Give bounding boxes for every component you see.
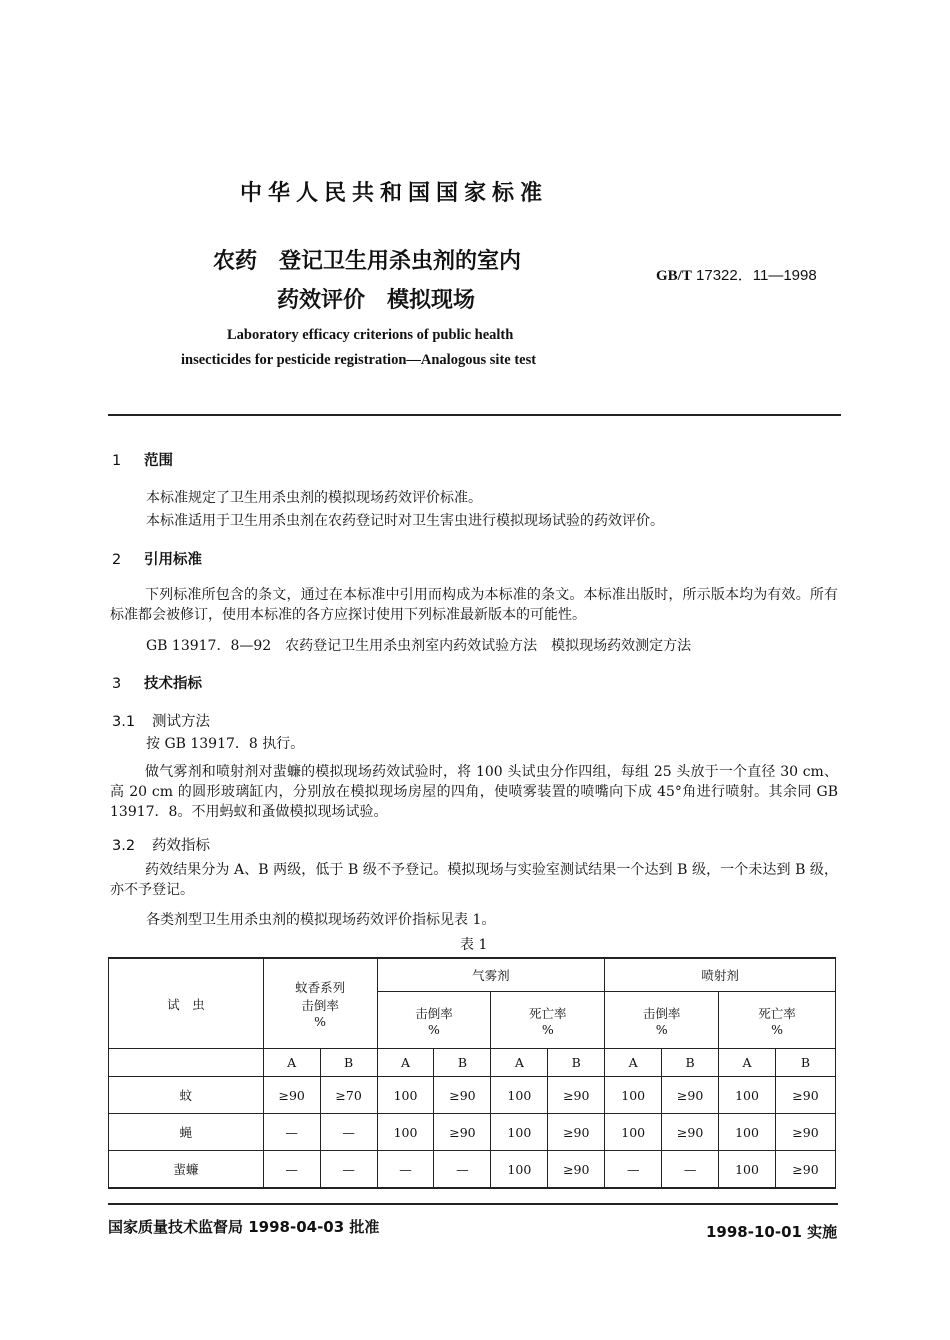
section-1-para-2: 本标准适用于卫生用杀虫剂在农药登记时对卫生害虫进行模拟现场试验的药效评价。 [146,513,664,529]
mortality-label: 死亡率 [758,1005,796,1021]
normative-reference: GB 13917．8—92 农药登记卫生用杀虫剂室内药效试验方法 模拟现场药效测定方法 [146,638,692,654]
standard-prefix: GB/T [656,268,692,284]
standard-number: 17322．11—1998 [696,267,817,284]
aerosol-knockdown-header [377,992,491,1049]
value-cell: 100 [377,1077,434,1114]
value-cell: ≥90 [662,1077,719,1114]
title-zh-line1: 农药 登记卫生用杀虫剂的室内 [213,249,522,274]
unit-label: % [655,1021,668,1037]
value-cell: ≥90 [776,1151,836,1189]
grade-b: B [776,1049,836,1077]
grade-b: B [548,1049,605,1077]
knockdown-label: 击倒率 [642,1005,681,1021]
insect-header: 试 虫 [109,958,264,1049]
section-3-1-heading [112,710,210,731]
value-cell: 100 [491,1114,548,1151]
table-caption: 表 1 [460,937,488,953]
coil-header [263,958,377,1049]
value-cell: 100 [719,1114,776,1151]
coil-knockdown-label: 击倒率 [301,998,339,1013]
value-cell: — [662,1151,719,1189]
section-title: 测试方法 [152,714,210,730]
spray-mortality-header [719,992,836,1049]
value-cell: — [377,1151,434,1189]
value-cell: ≥90 [776,1077,836,1114]
coil-label: 蚊香系列 [295,980,346,995]
value-cell: — [320,1114,377,1151]
grade-a: A [719,1049,776,1077]
section-title: 引用标准 [144,552,202,568]
standard-code [656,264,817,285]
grade-spacer [109,1049,264,1077]
effective-date: 1998-10-01 实施 [706,1223,838,1241]
title-en-line1: Laboratory efficacy criterions of public health [227,327,514,343]
section-number: 3.2 [112,838,136,854]
section-3-2-heading [112,834,210,855]
value-cell: ≥90 [776,1114,836,1151]
approval-line: 国家质量技术监督局 1998-04-03 批准 [108,1218,380,1236]
grade-b: B [320,1049,377,1077]
section-title: 范围 [144,453,173,469]
section-2-heading [112,548,202,569]
value-cell: ≥90 [548,1151,605,1189]
insect-cell: 蝇 [109,1114,264,1151]
aerosol-mortality-header [491,992,605,1049]
knockdown-label: 击倒率 [415,1005,453,1021]
spray-knockdown-header [605,992,719,1049]
grade-a: A [377,1049,434,1077]
bottom-divider [108,1203,838,1205]
value-cell: 100 [377,1114,434,1151]
section-3-2-para-1: 药效结果分为 A、B 两级，低于 B 级不予登记。模拟现场与实验室测试结果一个达到 B 级，一个未达到 B 级，亦不予登记。 [110,862,838,898]
value-cell: — [263,1151,320,1189]
value-cell: 100 [719,1151,776,1189]
value-cell: ≥90 [548,1077,605,1114]
section-number: 3 [112,676,122,692]
value-cell: ≥70 [320,1077,377,1114]
grade-a: A [491,1049,548,1077]
section-1-para-1: 本标准规定了卫生用杀虫剂的模拟现场药效评价标准。 [146,490,482,506]
section-3-1-para-2: 做气雾剂和喷射剂对蜚蠊的模拟现场药效试验时，将 100 头试虫分作四组，每组 25 头放于一个直径 30 cm、高 20 cm 的圆形玻璃缸内，分别放在模拟现场房屋的四角，使喷雾装置的喷嘴向下成 45°角进行喷射。其余同 GB 13917．8。不用蚂蚁和蚤做模拟现场试验。 [110,764,838,820]
spray-header: 喷射剂 [605,958,836,992]
section-2-para-1: 下列标准所包含的条文，通过在本标准中引用而构成为本标准的条文。本标准出版时，所示版本均为有效。所有标准都会被修订，使用本标准的各方应探讨使用下列标准最新版本的可能性。 [110,587,838,623]
value-cell: — [263,1114,320,1151]
value-cell: ≥90 [662,1114,719,1151]
section-number: 3.1 [112,714,136,730]
section-3-2-para-2: 各类剂型卫生用杀虫剂的模拟现场药效评价指标见表 1。 [146,912,496,928]
unit-label: % [771,1021,783,1037]
value-cell: 100 [605,1077,662,1114]
value-cell: 100 [491,1151,548,1189]
value-cell: 100 [719,1077,776,1114]
table-row [109,1114,836,1151]
value-cell: ≥90 [548,1114,605,1151]
value-cell: 100 [491,1077,548,1114]
grade-b: B [434,1049,491,1077]
aerosol-header: 气雾剂 [377,958,605,992]
value-cell: — [320,1151,377,1189]
coil-unit: % [314,1014,327,1029]
value-cell: — [605,1151,662,1189]
value-cell: ≥90 [434,1077,491,1114]
unit-label: % [541,1021,554,1037]
table-row [109,1151,836,1189]
section-1-heading [112,449,173,470]
top-divider [108,414,841,416]
value-cell: ≥90 [434,1114,491,1151]
grade-b: B [662,1049,719,1077]
section-3-heading [112,672,202,693]
insect-cell: 蜚蠊 [109,1151,264,1189]
section-title: 药效指标 [152,838,210,854]
value-cell: 100 [605,1114,662,1151]
section-number: 1 [112,453,122,469]
unit-label: % [428,1021,440,1037]
value-cell: — [434,1151,491,1189]
section-number: 2 [112,552,122,568]
title-zh-line2: 药效评价 模拟现场 [277,288,476,313]
table-row [109,1077,836,1114]
grade-a: A [263,1049,320,1077]
title-en-line2: insecticides for pesticide registration—Analogous site test [181,352,537,368]
mortality-label: 死亡率 [529,1005,567,1021]
section-title: 技术指标 [144,676,202,692]
value-cell: ≥90 [263,1077,320,1114]
insect-cell: 蚊 [109,1077,264,1114]
section-3-1-para-1: 按 GB 13917．8 执行。 [146,736,305,752]
grade-a: A [605,1049,662,1077]
national-standard-heading: 中华人民共和国国家标准 [240,181,549,206]
efficacy-table [108,957,836,1189]
